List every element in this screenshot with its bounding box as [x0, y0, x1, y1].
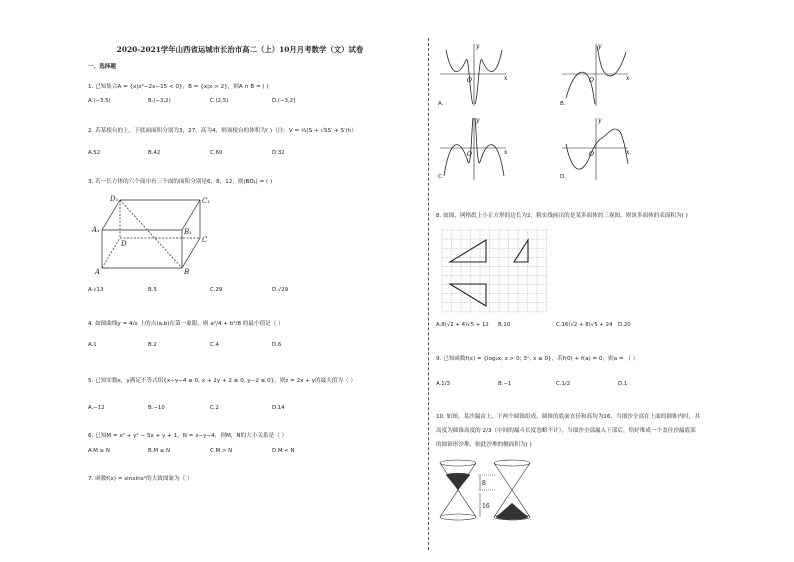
option-a: A.1: [88, 342, 97, 348]
option-b: B.−1: [498, 381, 512, 387]
question-10-line-1: 10. 如图，某沙漏由上、下两个圆锥组成，圆锥的底面直径和高均为16，当细沙全部在上面的圆锥内时，其: [436, 414, 700, 420]
option-a: A.(−3,5): [88, 98, 111, 104]
question-2: 2. 若某棱台的上、下底面面积分别为3，27，高为4，则该棱台的体积为( )（注：V = ⅓(S + √SS′ + S′)h）: [88, 128, 357, 134]
option-c: C.60: [210, 150, 223, 156]
graph-a: [438, 40, 510, 108]
option-a: A.M ≥ N: [88, 448, 110, 454]
option-d: D.14: [272, 405, 285, 411]
option-d: D.1: [618, 381, 628, 387]
option-c: C.4: [210, 342, 219, 348]
question-4: 4. 如图曲线y = 4/x 上的点(a,b)在第一象限，则 a²/4 + b²/8 的最小值是（ ）: [88, 321, 284, 327]
column-divider: [428, 38, 429, 550]
label-b1: B₁: [184, 228, 192, 236]
label-a1: A₁: [92, 226, 100, 234]
dim-label-16: 16: [482, 503, 490, 510]
q7-option-d: D.: [560, 174, 567, 180]
label-a: A: [95, 268, 101, 276]
question-8: 8. 如图，网格纸上小正方形的边长为2，粗实线画出的是某多面体的三视图，则该多面体的表面积为( ): [436, 213, 688, 219]
label-b: B: [184, 268, 190, 276]
label-c: C: [202, 236, 208, 244]
option-d: D.20: [618, 322, 631, 328]
axis-x-label: x: [626, 75, 630, 82]
label-d: D: [121, 240, 127, 248]
question-3: 3. 若一长方体的六个面中有三个面的面积分别是6，8，12，则|BD₁| = ( ): [88, 179, 273, 185]
origin-label: O: [589, 151, 594, 158]
axis-x-label: x: [504, 75, 508, 82]
option-d: D.32: [272, 150, 285, 156]
axis-y-label: y: [476, 117, 480, 124]
option-b: B.2: [148, 342, 157, 348]
dim-label-8: 8: [482, 480, 486, 487]
option-a: A.1/3: [436, 381, 450, 387]
option-d: D.(−3,2]: [272, 98, 296, 104]
axis-y-label: y: [598, 117, 602, 124]
option-c: C.2: [210, 405, 219, 411]
option-b: B.5: [148, 287, 157, 293]
axis-x-label: x: [504, 149, 508, 156]
option-a: A.√13: [88, 287, 104, 293]
option-c: C.1/2: [556, 381, 571, 387]
origin-label: O: [467, 77, 472, 84]
option-c: C.16(√2 + 8)√5 + 24: [556, 322, 613, 328]
origin-label: O: [589, 77, 594, 84]
option-d: D.M < N: [272, 448, 295, 454]
option-c: C.(2,5): [210, 98, 229, 104]
question-10-line-2: 高度为圆锥高度的 2/3（中间的漏斗长度忽略不计），当细沙全部漏入下部后，恰好堆成一个盖住沙漏底部: [436, 428, 696, 434]
label-d1: D₁: [110, 195, 119, 203]
option-a: A.−12: [88, 405, 105, 411]
question-1: 1. 已知集合A = {x|x²−2x−15 < 0}，B = {x|x > 2}，则A ∩ B = ( ): [88, 84, 269, 90]
option-b: B.10: [498, 322, 511, 328]
graph-b: [560, 40, 632, 108]
question-6: 6. 已知M = x² + y² − 5x + y + 1，N = x−y−4，则M，N的大小关系是（ ）: [88, 433, 288, 439]
page-title: 2020-2021学年山西省运城市长治市高二（上）10月月考数学（文）试卷: [116, 45, 364, 54]
question-9: 9. 已知函数f(x) = {log₂x, x > 0; 3ˣ, x ≤ 0}，若f(0) + f(a) = 0，则a = （ ）: [436, 356, 639, 362]
label-c1: C₁: [202, 197, 211, 205]
option-b: B.42: [148, 150, 161, 156]
q7-option-a: A.: [438, 101, 444, 107]
option-b: B.(−3,2): [148, 98, 171, 104]
graph-d: [560, 114, 632, 182]
three-view-grid: [438, 226, 554, 316]
graph-c: [438, 114, 510, 182]
q7-option-c: C.: [438, 174, 444, 180]
q7-option-b: B.: [560, 101, 566, 107]
option-c: C.29: [210, 287, 223, 293]
origin-label: O: [467, 151, 472, 158]
question-10-line-3: 的圆锥形沙堆，则此沙堆的侧面积为( ): [436, 442, 532, 448]
option-a: A.52: [88, 150, 101, 156]
option-d: D.√29: [272, 287, 289, 293]
axis-y-label: y: [598, 43, 602, 50]
question-5: 5. 已知实数x，y满足不等式组{x−y−4 ≤ 0, x + 2y + 2 ≥ 0, y−2 ≤ 0}，则z = 2x + y的最大值为（ ）: [88, 378, 356, 384]
option-a: A.8(√2 + 4)√5 + 12: [436, 322, 489, 328]
axis-x-label: x: [626, 149, 630, 156]
option-b: B.−10: [148, 405, 165, 411]
option-c: C.M > N: [210, 448, 233, 454]
section-heading: 一、选择题: [88, 64, 116, 70]
hourglass-figure: [434, 455, 538, 525]
option-d: D.6: [272, 342, 282, 348]
axis-y-label: y: [476, 43, 480, 50]
question-7: 7. 函数f(x) = sinxlnx²的大致图象为（ ）: [88, 476, 193, 482]
option-b: B.M ≤ N: [148, 448, 171, 454]
cuboid-figure: [92, 192, 222, 276]
